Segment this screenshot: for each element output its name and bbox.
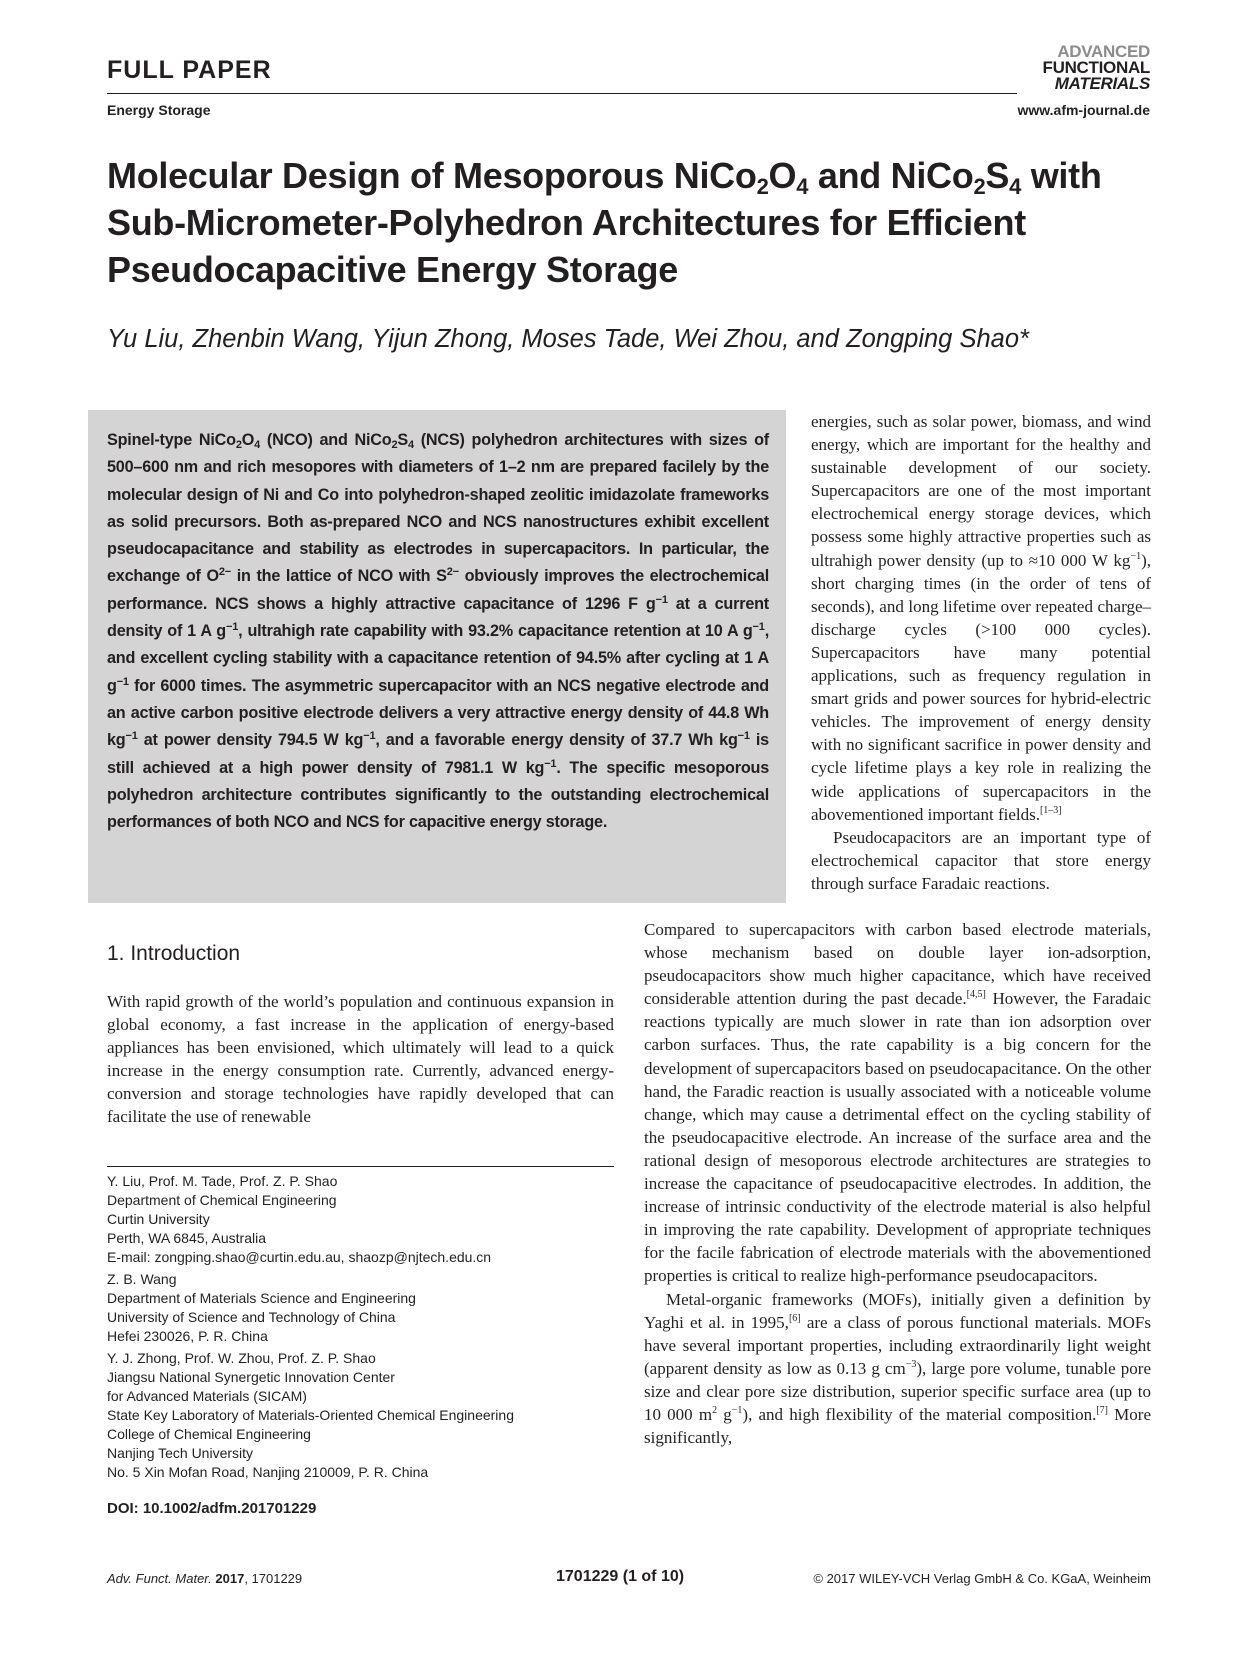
affiliation-line: E-mail: zongping.shao@curtin.edu.au, shaozp@njtech.edu.cn: [107, 1249, 492, 1265]
affiliation-line: Perth, WA 6845, Australia: [107, 1230, 267, 1246]
paragraph: energies, such as solar power, biomass, and wind energy, which are important for the healthy and sustainable development of our society. Supercapacitors are one of the most important electrochemical energy storage devices, which possess some highly attractive properties such as ultrahigh power density (up to ≈10 000 W $kg^{-1}$), short charging times (in the order of tens of seconds), and long lifetime over repeated charge–discharge cycles (>100 000 cycles). Supercapacitors have many potential applications, such as frequency regulation in smart grids and power sources for hybrid-electric vehicles. The improvement of energy density with no significant sacrifice in power density and cycle lifetime plays a key role in realizing the wide applications of supercapacitors in the abovementioned important fields.[1–3]: [811, 412, 1151, 824]
footer-citation: [107, 1571, 302, 1586]
affiliation-line: University of Science and Technology of China: [107, 1309, 396, 1325]
copyright: © 2017 WILEY-VCH Verlag GmbH & Co. KGaA, Weinheim: [813, 1571, 1151, 1586]
affiliation-line: College of Chemical Engineering: [107, 1426, 311, 1442]
logo-line-3: MATERIALS: [1054, 74, 1150, 93]
journal-logo: [1016, 44, 1150, 92]
affiliation-line: Z. B. Wang: [107, 1271, 177, 1287]
affiliation-line: Hefei 230026, P. R. China: [107, 1328, 268, 1344]
affiliation-group: [107, 1172, 614, 1267]
affiliation-line: Department of Materials Science and Engineering: [107, 1290, 416, 1306]
doi[interactable]: DOI: 10.1002/adfm.201701229: [107, 1500, 317, 1517]
section-label: Energy Storage: [107, 102, 211, 118]
journal-url[interactable]: www.afm-journal.de: [1017, 102, 1150, 118]
introduction-text: [107, 990, 614, 1129]
abstract: Spinel-type $NiCo_2O_4$ (NCO) and $NiCo_2S_4$ (NCS) polyhedron architectures with sizes of 500–600 nm and rich mesopores with diameters of 1–2 nm are prepared facilely by the molecular design of Ni and Co into polyhedron-shaped zeolitic imidazolate frameworks as solid precursors. Both as-prepared NCO and NCS nanostructures exhibit excellent pseudocapacitance and stability as electrodes in supercapacitors. In particular, the exchange of $O^{2-}$ in the lattice of NCO with $S^{2-}$ obviously improves the electrochemical performance. NCS shows a highly attractive capacitance of 1296 F $g^{-1}$ at a current density of 1 A $g^{-1}$, ultrahigh rate capability with 93.2% capacitance retention at 10 A $g^{-1}$, and excellent cycling stability with a capacitance retention of 94.5% after cycling at 1 A $g^{-1}$ for 6000 times. The asymmetric supercapacitor with an NCS negative electrode and an active carbon positive electrode delivers a very attractive energy density of 44.8 Wh $kg^{-1}$ at power density 794.5 W $kg^{-1}$, and a favorable energy density of 37.7 Wh $kg^{-1}$ is still achieved at a high power density of 7981.1 W $kg^{-1}$. The specific mesoporous polyhedron architecture contributes significantly to the outstanding electrochemical performances of both NCO and NCS for capacitive energy storage.: [107, 431, 770, 832]
author-list: Yu Liu, Zhenbin Wang, Yijun Zhong, Moses Tade, Wei Zhou, and Zongping Shao*: [107, 325, 1029, 353]
affiliation-group: [107, 1270, 614, 1346]
article-type: FULL PAPER: [107, 56, 272, 84]
affiliation-line: for Advanced Materials (SICAM): [107, 1388, 307, 1404]
affiliation-group: [107, 1349, 614, 1482]
footer-journal: Adv. Funct. Mater.: [107, 1571, 212, 1586]
footer-article-number: , 1701229: [244, 1571, 303, 1586]
affiliation-rule: [107, 1166, 614, 1167]
footer-year: 2017: [215, 1571, 245, 1586]
paragraph: Compared to supercapacitors with carbon based electrode materials, whose mechanism based on double layer ion-adsorption, pseudocapacitors show much higher capacitance, which have received considerable attention during the past decade.[4,5] However, the Faradaic reactions typically are much slower in rate than ion adsorption over carbon surfaces. Thus, the rate capability is a big concern for the development of supercapacitors based on pseudocapacitance. On the other hand, the Faradic reaction is usually associated with a noticeable volume change, which may cause a detrimental effect on the cycling stability of the pseudocapacitive electrode. An increase of the surface area and the rational design of mesoporous electrode architectures are strategies to increase the capacitance of pseudocapacitive electrodes. In addition, the increase of intrinsic conductivity of the electrode material is also helpful in improving the rate capability. Development of appropriate techniques for the facile fabrication of electrode materials with the abovementioned properties is critical to realize high-performance pseudocapacitors.: [644, 920, 1151, 1286]
page-number: 1701229 (1 of 10): [556, 1568, 685, 1585]
section-heading-introduction: 1. Introduction: [107, 942, 241, 965]
logo-line-1: ADVANCED: [1057, 42, 1150, 61]
affiliation-line: Nanjing Tech University: [107, 1445, 254, 1461]
logo-line-2: FUNCTIONAL: [1042, 58, 1150, 77]
affiliation-line: Y. J. Zhong, Prof. W. Zhou, Prof. Z. P. Shao: [107, 1350, 376, 1366]
affiliations: [107, 1172, 614, 1485]
affiliation-line: State Key Laboratory of Materials-Oriented Chemical Engineering: [107, 1407, 514, 1423]
affiliation-line: Curtin University: [107, 1211, 210, 1227]
paper-title: Molecular Design of Mesoporous $NiCo_2O_4$ and $NiCo_2S_4$ with Sub-Micrometer-Polyhedron Architectures for Efficient Pseudocapacitive Energy Storage: [107, 155, 1102, 290]
affiliation-line: Y. Liu, Prof. M. Tade, Prof. Z. P. Shao: [107, 1173, 338, 1189]
paragraph: Pseudocapacitors are an important type of electrochemical capacitor that store energy through surface Faradaic reactions.: [811, 827, 1151, 893]
right-column-top: [811, 410, 1151, 895]
affiliation-line: Department of Chemical Engineering: [107, 1192, 337, 1208]
paragraph: Metal-organic frameworks (MOFs), initially given a definition by Yaghi et al. in 1995,[6] are a class of porous functional materials. MOFs have several important properties, including extraordinarily light weight (apparent density as low as 0.13 g $cm^{-3}$), large pore volume, tunable pore size and clear pore size distribution, superior specific surface area (up to 10 000 $m^2$ $g^{-1}$), and high flexibility of the material composition.[7] More significantly,: [644, 1289, 1152, 1448]
affiliation-line: Jiangsu National Synergetic Innovation Center: [107, 1369, 395, 1385]
affiliation-line: No. 5 Xin Mofan Road, Nanjing 210009, P. R. China: [107, 1464, 429, 1480]
paragraph: With rapid growth of the world’s population and continuous expansion in global economy, a fast increase in the application of energy-based appliances has been envisioned, which ultimately will lead to a quick increase in the energy consumption rate. Currently, advanced energy-conversion and storage technologies have rapidly developed that can facilitate the use of renewable: [107, 992, 614, 1127]
right-column-bottom: [644, 918, 1151, 1449]
header-rule: [107, 93, 1017, 94]
